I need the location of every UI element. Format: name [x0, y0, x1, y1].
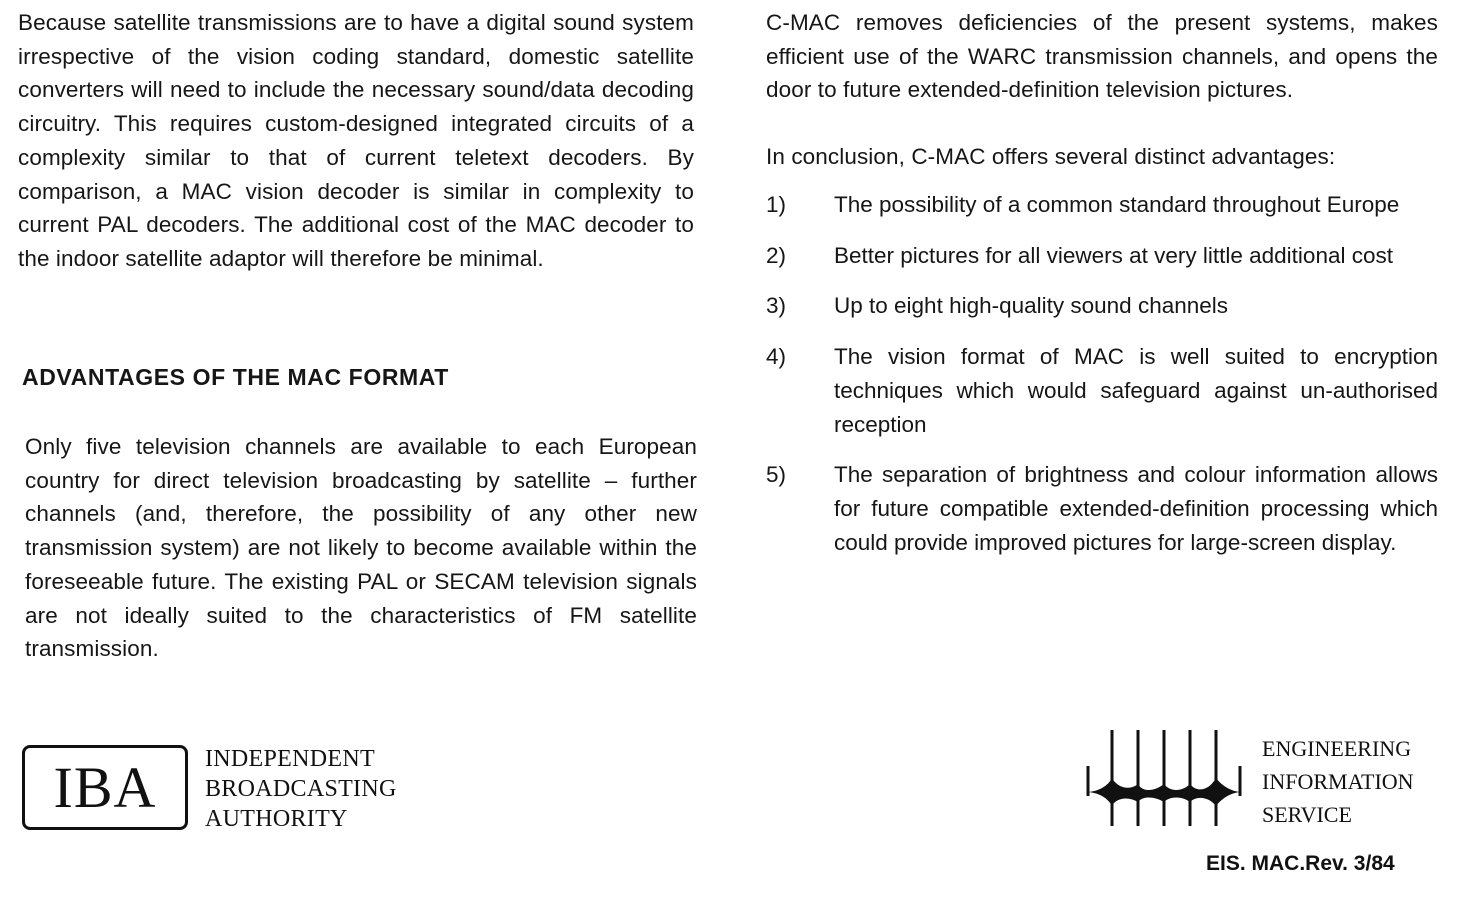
left-paragraph-1: Because satellite transmissions are to have a digital sound system irrespective of the vision coding standard, domestic satellite converters will need to include the necessary sound/data decoding circuitry. This requires custom-designed integrated circuits of a complexity similar to that of current teletext decoders. By comparison, a MAC vision decoder is similar in complexity to current PAL decoders. The additional cost of the MAC decoder to the indoor satellite adaptor will therefore be minimal.: [18, 10, 694, 271]
iba-name-line: BROADCASTING: [205, 776, 397, 802]
list-item-number: 4): [766, 344, 787, 370]
document-reference: EIS. MAC.Rev. 3/84: [1206, 852, 1395, 875]
eis-name-line: ENGINEERING: [1262, 736, 1412, 761]
list-item: [766, 188, 1438, 222]
list-item-number: 3): [766, 293, 787, 319]
right-paragraph-1: C-MAC removes deficiencies of the present systems, makes efficient use of the WARC transmission channels, and opens the door to future extended-definition television pictures.: [766, 10, 1438, 102]
advantages-intro: [25, 430, 697, 666]
list-item-text: Better pictures for all viewers at very little additional cost: [834, 242, 1393, 268]
left-column: [18, 6, 694, 276]
iba-name: [205, 744, 397, 834]
left-paragraph-2: Only five television channels are available to each European country for direct television broadcasting by satellite – further channels (and, therefore, the possibility of any other new transmission system) are not likely to become available within the foreseeable future. The existing PAL or SECAM television signals are not ideally suited to the characteristics of FM satellite transmission.: [25, 434, 697, 662]
section-heading: ADVANTAGES OF THE MAC FORMAT: [22, 364, 449, 390]
list-item-number: 1): [766, 192, 787, 217]
list-item: [766, 289, 1438, 323]
eis-name-line: INFORMATION: [1262, 769, 1414, 794]
eis-name: [1262, 732, 1414, 831]
list-item-number: 5): [766, 462, 787, 488]
list-item-number: 2): [766, 242, 787, 268]
list-item: [766, 239, 1438, 273]
conclusion-text: In conclusion, C-MAC offers several distinct advantages:: [766, 143, 1336, 169]
advantages-list: [766, 188, 1438, 559]
list-item-text: The separation of brightness and colour information allows for future compatible extended-definition processing which could provide improved pictures for large-screen display.: [834, 462, 1438, 555]
iba-logo: IBA: [22, 745, 188, 830]
list-item-text: The vision format of MAC is well suited to encryption techniques which would safeguard against un-authorised reception: [834, 344, 1438, 437]
iba-name-line: INDEPENDENT: [205, 746, 375, 772]
list-item: [766, 458, 1438, 559]
eis-antenna-logo-icon: [1082, 726, 1246, 830]
right-column: [766, 6, 1438, 576]
iba-name-line: AUTHORITY: [205, 806, 348, 832]
list-item: [766, 340, 1438, 441]
list-item-text: The possibility of a common standard throughout Europe: [834, 192, 1400, 217]
eis-name-line: SERVICE: [1262, 802, 1352, 827]
list-item-text: Up to eight high-quality sound channels: [834, 293, 1229, 319]
